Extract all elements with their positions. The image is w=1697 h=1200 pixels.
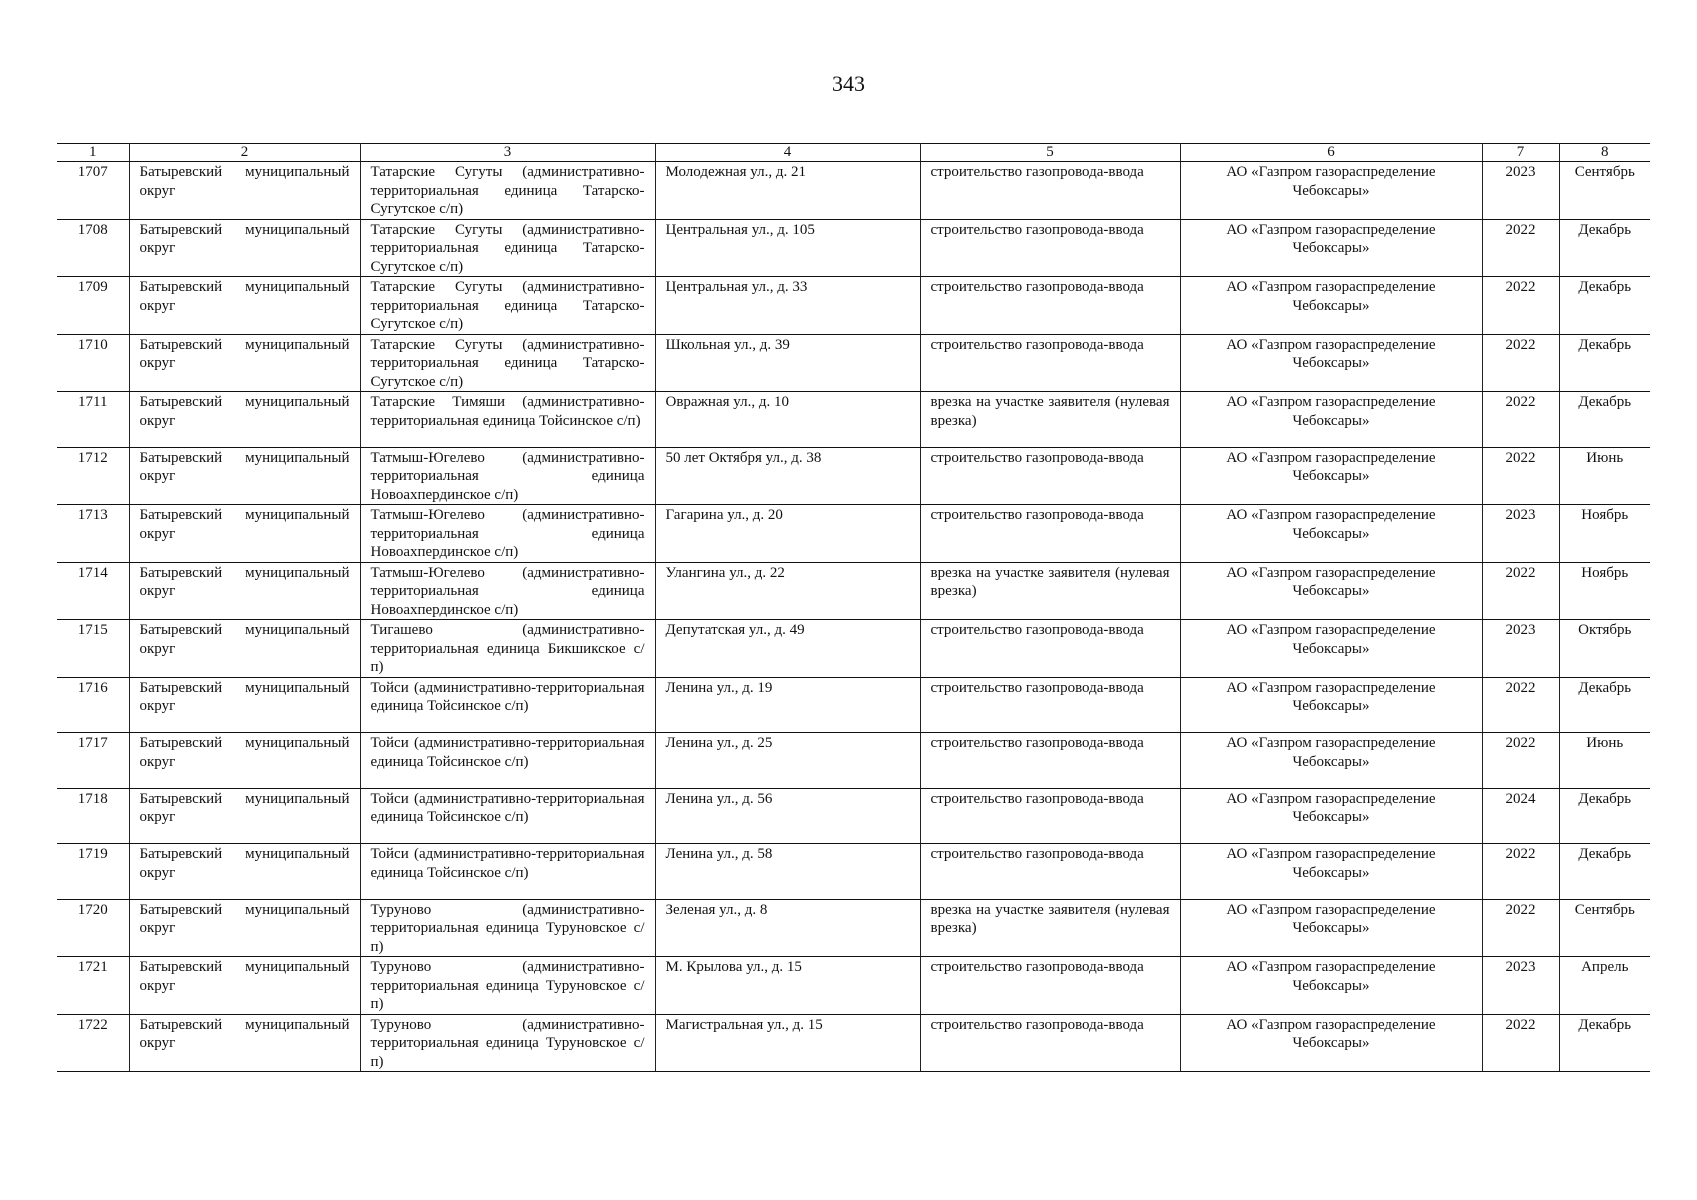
organization-cell: АО «Газпром газораспределение Чебоксары»	[1180, 277, 1482, 335]
table-row	[57, 219, 1650, 277]
organization-cell: АО «Газпром газораспределение Чебоксары»	[1180, 899, 1482, 957]
address-cell: Молодежная ул., д. 21	[655, 162, 920, 220]
month-cell: Сентябрь	[1559, 162, 1650, 220]
address-cell: М. Крылова ул., д. 15	[655, 957, 920, 1015]
organization-cell: АО «Газпром газораспределение Чебоксары»	[1180, 733, 1482, 789]
row-number: 1712	[57, 447, 129, 505]
address-cell: Школьная ул., д. 39	[655, 334, 920, 392]
work-type-cell: строительство газопровода-ввода	[920, 788, 1180, 844]
year-cell: 2023	[1482, 620, 1559, 678]
table-row	[57, 899, 1650, 957]
table-row	[57, 620, 1650, 678]
column-header-7: 7	[1482, 144, 1559, 162]
column-header-1: 1	[57, 144, 129, 162]
district-cell: Батыревский муниципальный округ	[129, 844, 360, 900]
work-type-cell: строительство газопровода-ввода	[920, 733, 1180, 789]
settlement-cell: Тойси (административно-территориальная единица Тойсинское с/п)	[360, 677, 655, 733]
table-row	[57, 957, 1650, 1015]
table-row	[57, 844, 1650, 900]
month-cell: Декабрь	[1559, 392, 1650, 448]
district-cell: Батыревский муниципальный округ	[129, 277, 360, 335]
address-cell: Магистральная ул., д. 15	[655, 1014, 920, 1072]
row-number: 1715	[57, 620, 129, 678]
district-cell: Батыревский муниципальный округ	[129, 505, 360, 563]
row-number: 1710	[57, 334, 129, 392]
work-type-cell: строительство газопровода-ввода	[920, 1014, 1180, 1072]
organization-cell: АО «Газпром газораспределение Чебоксары»	[1180, 562, 1482, 620]
table-row	[57, 733, 1650, 789]
work-type-cell: строительство газопровода-ввода	[920, 677, 1180, 733]
row-number: 1708	[57, 219, 129, 277]
settlement-cell: Татарские Сугуты (административно-территориальная единица Татарско-Сугутское с/п)	[360, 219, 655, 277]
settlement-cell: Тойси (административно-территориальная единица Тойсинское с/п)	[360, 844, 655, 900]
address-cell: Центральная ул., д. 105	[655, 219, 920, 277]
table-row	[57, 277, 1650, 335]
row-number: 1720	[57, 899, 129, 957]
work-type-cell: строительство газопровода-ввода	[920, 277, 1180, 335]
address-cell: Депутатская ул., д. 49	[655, 620, 920, 678]
organization-cell: АО «Газпром газораспределение Чебоксары»	[1180, 620, 1482, 678]
address-cell: Ленина ул., д. 25	[655, 733, 920, 789]
work-type-cell: строительство газопровода-ввода	[920, 219, 1180, 277]
column-header-3: 3	[360, 144, 655, 162]
work-type-cell: врезка на участке заявителя (нулевая врезка)	[920, 392, 1180, 448]
month-cell: Декабрь	[1559, 788, 1650, 844]
month-cell: Декабрь	[1559, 219, 1650, 277]
row-number: 1716	[57, 677, 129, 733]
district-cell: Батыревский муниципальный округ	[129, 957, 360, 1015]
month-cell: Декабрь	[1559, 277, 1650, 335]
settlement-cell: Туруново (административно-территориальная единица Туруновское с/п)	[360, 957, 655, 1015]
district-cell: Батыревский муниципальный округ	[129, 788, 360, 844]
settlement-cell: Туруново (административно-территориальная единица Туруновское с/п)	[360, 899, 655, 957]
table-row	[57, 788, 1650, 844]
organization-cell: АО «Газпром газораспределение Чебоксары»	[1180, 447, 1482, 505]
month-cell: Ноябрь	[1559, 562, 1650, 620]
organization-cell: АО «Газпром газораспределение Чебоксары»	[1180, 677, 1482, 733]
table-row	[57, 1014, 1650, 1072]
month-cell: Июнь	[1559, 733, 1650, 789]
address-cell: 50 лет Октября ул., д. 38	[655, 447, 920, 505]
column-header-2: 2	[129, 144, 360, 162]
district-cell: Батыревский муниципальный округ	[129, 162, 360, 220]
row-number: 1722	[57, 1014, 129, 1072]
district-cell: Батыревский муниципальный округ	[129, 562, 360, 620]
settlement-cell: Татарские Сугуты (административно-территориальная единица Татарско-Сугутское с/п)	[360, 277, 655, 335]
month-cell: Апрель	[1559, 957, 1650, 1015]
district-cell: Батыревский муниципальный округ	[129, 899, 360, 957]
organization-cell: АО «Газпром газораспределение Чебоксары»	[1180, 957, 1482, 1015]
row-number: 1707	[57, 162, 129, 220]
work-type-cell: врезка на участке заявителя (нулевая врезка)	[920, 899, 1180, 957]
year-cell: 2022	[1482, 219, 1559, 277]
work-type-cell: строительство газопровода-ввода	[920, 334, 1180, 392]
month-cell: Декабрь	[1559, 1014, 1650, 1072]
address-cell: Центральная ул., д. 33	[655, 277, 920, 335]
month-cell: Декабрь	[1559, 677, 1650, 733]
year-cell: 2022	[1482, 334, 1559, 392]
year-cell: 2022	[1482, 677, 1559, 733]
settlement-cell: Тойси (административно-территориальная единица Тойсинское с/п)	[360, 733, 655, 789]
year-cell: 2022	[1482, 899, 1559, 957]
address-cell: Ленина ул., д. 19	[655, 677, 920, 733]
year-cell: 2022	[1482, 562, 1559, 620]
year-cell: 2022	[1482, 1014, 1559, 1072]
table-row	[57, 677, 1650, 733]
row-number: 1714	[57, 562, 129, 620]
settlement-cell: Татарские Сугуты (административно-территориальная единица Татарско-Сугутское с/п)	[360, 162, 655, 220]
organization-cell: АО «Газпром газораспределение Чебоксары»	[1180, 788, 1482, 844]
work-type-cell: строительство газопровода-ввода	[920, 844, 1180, 900]
settlement-cell: Татмыш-Югелево (административно-территориальная единица Новоахпердинское с/п)	[360, 562, 655, 620]
year-cell: 2022	[1482, 844, 1559, 900]
year-cell: 2022	[1482, 392, 1559, 448]
work-type-cell: строительство газопровода-ввода	[920, 957, 1180, 1015]
address-cell: Улангина ул., д. 22	[655, 562, 920, 620]
row-number: 1721	[57, 957, 129, 1015]
settlement-cell: Туруново (административно-территориальная единица Туруновское с/п)	[360, 1014, 655, 1072]
year-cell: 2022	[1482, 447, 1559, 505]
row-number: 1717	[57, 733, 129, 789]
address-cell: Гагарина ул., д. 20	[655, 505, 920, 563]
address-cell: Зеленая ул., д. 8	[655, 899, 920, 957]
table-row	[57, 505, 1650, 563]
year-cell: 2024	[1482, 788, 1559, 844]
organization-cell: АО «Газпром газораспределение Чебоксары»	[1180, 844, 1482, 900]
district-cell: Батыревский муниципальный округ	[129, 1014, 360, 1072]
row-number: 1719	[57, 844, 129, 900]
settlement-cell: Тигашево (административно-территориальная единица Бикшикское с/п)	[360, 620, 655, 678]
district-cell: Батыревский муниципальный округ	[129, 620, 360, 678]
district-cell: Батыревский муниципальный округ	[129, 392, 360, 448]
table-header	[57, 144, 1650, 162]
settlement-cell: Татмыш-Югелево (административно-территориальная единица Новоахпердинское с/п)	[360, 447, 655, 505]
work-type-cell: строительство газопровода-ввода	[920, 162, 1180, 220]
month-cell: Декабрь	[1559, 334, 1650, 392]
month-cell: Ноябрь	[1559, 505, 1650, 563]
settlement-cell: Татмыш-Югелево (административно-территориальная единица Новоахпердинское с/п)	[360, 505, 655, 563]
work-type-cell: строительство газопровода-ввода	[920, 447, 1180, 505]
year-cell: 2023	[1482, 957, 1559, 1015]
work-type-cell: врезка на участке заявителя (нулевая врезка)	[920, 562, 1180, 620]
district-cell: Батыревский муниципальный округ	[129, 733, 360, 789]
district-cell: Батыревский муниципальный округ	[129, 334, 360, 392]
gas-connection-table	[57, 143, 1650, 1072]
year-cell: 2023	[1482, 162, 1559, 220]
district-cell: Батыревский муниципальный округ	[129, 677, 360, 733]
address-cell: Овражная ул., д. 10	[655, 392, 920, 448]
address-cell: Ленина ул., д. 56	[655, 788, 920, 844]
page-number: 343	[832, 71, 865, 96]
district-cell: Батыревский муниципальный округ	[129, 219, 360, 277]
work-type-cell: строительство газопровода-ввода	[920, 620, 1180, 678]
settlement-cell: Тойси (административно-территориальная единица Тойсинское с/п)	[360, 788, 655, 844]
row-number: 1709	[57, 277, 129, 335]
settlement-cell: Татарские Сугуты (административно-территориальная единица Татарско-Сугутское с/п)	[360, 334, 655, 392]
row-number: 1711	[57, 392, 129, 448]
district-cell: Батыревский муниципальный округ	[129, 447, 360, 505]
month-cell: Сентябрь	[1559, 899, 1650, 957]
organization-cell: АО «Газпром газораспределение Чебоксары»	[1180, 1014, 1482, 1072]
column-header-5: 5	[920, 144, 1180, 162]
work-type-cell: строительство газопровода-ввода	[920, 505, 1180, 563]
table-row	[57, 562, 1650, 620]
organization-cell: АО «Газпром газораспределение Чебоксары»	[1180, 392, 1482, 448]
year-cell: 2023	[1482, 505, 1559, 563]
organization-cell: АО «Газпром газораспределение Чебоксары»	[1180, 219, 1482, 277]
column-header-8: 8	[1559, 144, 1650, 162]
year-cell: 2022	[1482, 277, 1559, 335]
organization-cell: АО «Газпром газораспределение Чебоксары»	[1180, 334, 1482, 392]
table-row	[57, 392, 1650, 448]
month-cell: Октябрь	[1559, 620, 1650, 678]
year-cell: 2022	[1482, 733, 1559, 789]
header-row	[57, 144, 1650, 162]
row-number: 1718	[57, 788, 129, 844]
address-cell: Ленина ул., д. 58	[655, 844, 920, 900]
month-cell: Июнь	[1559, 447, 1650, 505]
organization-cell: АО «Газпром газораспределение Чебоксары»	[1180, 162, 1482, 220]
row-number: 1713	[57, 505, 129, 563]
table-row	[57, 334, 1650, 392]
month-cell: Декабрь	[1559, 844, 1650, 900]
table-row	[57, 447, 1650, 505]
column-header-6: 6	[1180, 144, 1482, 162]
column-header-4: 4	[655, 144, 920, 162]
organization-cell: АО «Газпром газораспределение Чебоксары»	[1180, 505, 1482, 563]
settlement-cell: Татарские Тимяши (административно-территориальная единица Тойсинское с/п)	[360, 392, 655, 448]
table-row	[57, 162, 1650, 220]
table-body	[57, 162, 1650, 1072]
